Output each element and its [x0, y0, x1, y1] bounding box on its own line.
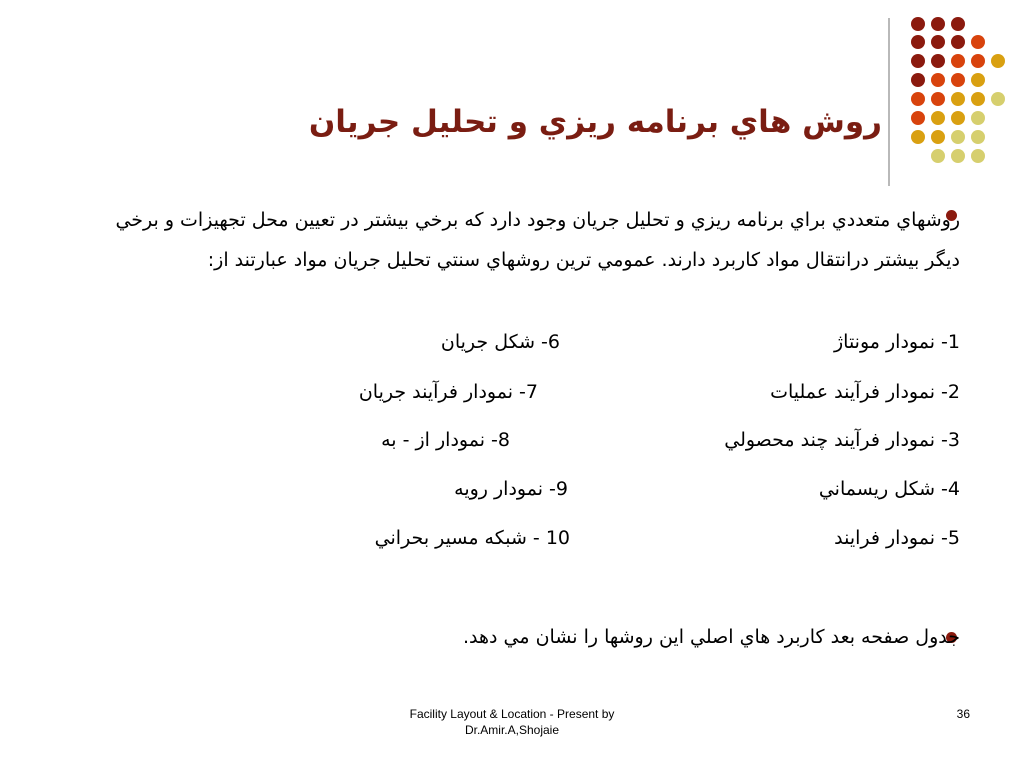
decorative-dot [911, 92, 925, 106]
method-item: 6- شكل جريان [440, 331, 560, 353]
decorative-dot [951, 92, 965, 106]
decorative-dot [971, 54, 985, 68]
decorative-dot [931, 35, 945, 49]
method-item: 9- نمودار رويه [454, 478, 568, 500]
closing-paragraph: جدول صفحه بعد كاربرد هاي اصلي اين روشها را نشان مي دهد. [462, 626, 960, 648]
decorative-dot [911, 35, 925, 49]
method-item: 10 - شبكه مسير بحراني [374, 527, 570, 549]
slide-footer [362, 706, 662, 738]
decorative-dot [911, 73, 925, 87]
decorative-dot [951, 54, 965, 68]
decorative-dot [911, 17, 925, 31]
decorative-dot [951, 149, 965, 163]
decorative-dot [951, 17, 965, 31]
decorative-dot [911, 111, 925, 125]
decorative-dot [931, 111, 945, 125]
decorative-dot [931, 54, 945, 68]
decorative-dot [991, 92, 1005, 106]
decorative-dot [971, 92, 985, 106]
method-item: 5- نمودار فرايند [834, 527, 960, 549]
decorative-dot [971, 111, 985, 125]
decorative-dot [931, 73, 945, 87]
decorative-dot [951, 130, 965, 144]
decorative-dot [971, 130, 985, 144]
method-item: 3- نمودار فرآيند چند محصولي [724, 429, 960, 451]
method-item: 4- شكل ريسماني [818, 478, 960, 500]
decorative-dot [911, 54, 925, 68]
page-number: 36 [956, 707, 970, 721]
method-item: 7- نمودار فرآيند جريان [358, 381, 538, 403]
method-item: 2- نمودار فرآيند عمليات [770, 381, 960, 403]
intro-paragraph: روشهاي متعددي براي برنامه ريزي و تحليل جريان وجود دارد كه برخي بيشتر در تعيين محل تجهيزات و برخي ديگر بيشتر درانتقال مواد كاربرد دارند. عمومي ترين روشهاي سنتي تحليل جريان مواد عبارتند از: [115, 209, 960, 271]
decorative-dot [931, 149, 945, 163]
method-item: 1- نمودار مونتاژ [833, 331, 960, 353]
footer-line: Facility Layout & Location - Present by [409, 707, 615, 721]
decorative-dot [931, 92, 945, 106]
decorative-dot [971, 35, 985, 49]
decorative-dot [971, 73, 985, 87]
footer-line: Dr.Amir.A,Shojaie [464, 723, 560, 737]
decorative-dot [991, 54, 1005, 68]
title-divider [888, 18, 890, 186]
decorative-dot [951, 73, 965, 87]
decorative-dot [911, 130, 925, 144]
decorative-dot [951, 111, 965, 125]
slide-title: روش هاي برنامه ريزي و تحليل جريان [308, 104, 882, 140]
decorative-dot [951, 35, 965, 49]
decorative-dot [971, 149, 985, 163]
method-item: 8- نمودار از - به [381, 429, 510, 451]
decorative-dot [931, 17, 945, 31]
decorative-dot [931, 130, 945, 144]
